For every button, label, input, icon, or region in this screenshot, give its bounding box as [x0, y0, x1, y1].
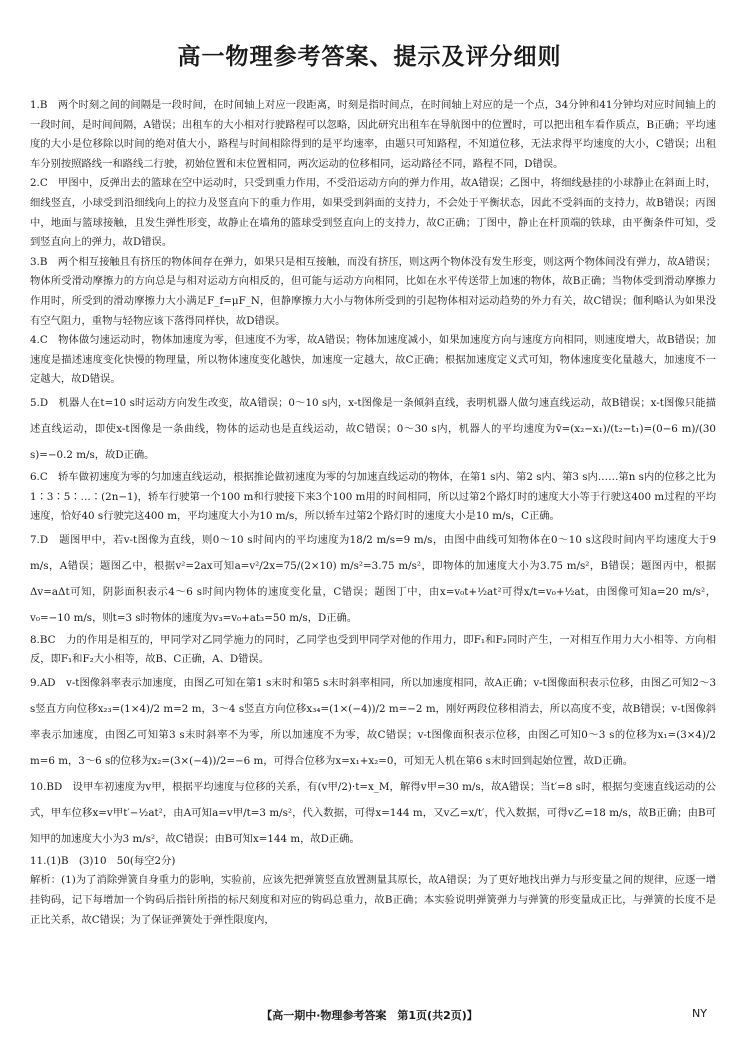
- answer-text: 6.C 轿车做初速度为零的匀加速直线运动，根据推论做初速度为零的匀加速直线运动的物体，在第1 s内、第2 s内、第3 s内……第n s内的位移之比为1∶3∶5∶…∶(2n−1)，轿车行驶第一个100 m和行驶接下来3个100 m用的时间相同，所以过第2个路灯时的速度大小等于行驶这400 m过程的平均速度，恰好40 s行驶完这400 m，平均速度大小为10 m/s，所以轿车过第2个路灯时的速度大小是10 m/s，C正确。: [30, 470, 716, 523]
- analysis-text: 解析：(1)为了消除弹簧自身重力的影响，实验前，应该先把弹簧竖直放置测量其原长，故A错误；为了更好地找出弹力与形变量之间的规律，应逐一增挂钩码，记下每增加一个钩码后指针所指的标尺刻度和对应的钩码总重力，故B正确；本实验说明弹簧弹力与弹簧的形变量成正比，与弹簧的长度不是正比关系，故C错误；为了保证弹簧处于弹性限度内，: [30, 874, 716, 926]
- answer-list: [30, 96, 716, 930]
- answer-text: 2.C 甲图中，反弹出去的篮球在空中运动时，只受到重力作用，不受沿运动方向的弹力作用，故A错误；乙图中，将细线悬挂的小球静止在斜面上时，细线竖直，小球受到沿细线向上的拉力及竖直向下的重力作用，如果受到斜面的支持力，不会处于平衡状态，因此不受斜面的支持力，故B错误；丙图中，地面与篮球接触，且发生弹性形变，故静止在墙角的篮球受到竖直向上的支持力，故C正确；丁图中，静止在杆顶端的铁球，由平衡条件可知，受到竖直向上的弹力，故D错误。: [30, 177, 716, 249]
- page-title: 高一物理参考答案、提示及评分细则: [177, 44, 562, 70]
- answer-text: 9.AD v-t图像斜率表示加速度，由图乙可知在第1 s末时和第5 s末时斜率相同，所以加速度相同，故A正确；v-t图像面积表示位移，由图乙可知2～3 s竖直方向位移x₂₃=(1×4)/2 m=2 m，3～4 s竖直方向位移x₃₄=(1×(−4))/2 m=−2 m，刚好两段位移相消去，所以高度不变，故B错误；v-t图像斜率表示加速度，由图乙可知第3 s末时斜率不为零，所以加速度不为零，故C错误；v-t图像面积表示位移，由图乙可知0～3 s的位移为x₁=(3×4)/2 m=6 m，3～6 s的位移为x₂=(3×(−4))/2=−6 m，可得合位移为x=x₁+x₂=0，可知无人机在第6 s末时回到起始位置，故D正确。: [30, 676, 716, 767]
- answer-item-6: [30, 468, 716, 527]
- answer-item-5: [30, 390, 716, 468]
- answer-text: 4.C 物体做匀速运动时，物体加速度为零，但速度不为零，故A错误；物体加速度减小，如果加速度方向与速度方向相同，则速度增大，故B错误；加速度是描述速度变化快慢的物理量，所以物体速度变化越快，加速度一定越大，故C正确；根据加速度定义式可知，物体速度变化量越大，加速度不一定越大，故D错误。: [30, 334, 716, 386]
- answer-text: 7.D 题图甲中，若v-t图像为直线，则0～10 s时间内的平均速度为18/2 m/s=9 m/s，由图中曲线可知物体在0～10 s这段时间内平均速度大于9 m/s，A错误；题图乙中，根据v²=2ax可知a=v²/2x=75/(2×10) m/s²=3.75 m/s²，即物体的加速度大小为3.75 m/s²，B错误；题图丙中，根据Δv=aΔt可知，阴影面积表示4～6 s时间内物体的速度变化量，C错误；题图丁中，由x=v₀t+½at²可得x/t=v₀+½at，由图像可知a=20 m/s²，v₀=−10 m/s，则t=3 s时物体的速度为v₃=v₀+at₃=50 m/s，D正确。: [30, 533, 716, 624]
- answer-item-3: [30, 253, 716, 331]
- answer-text: 10.BD 设甲车初速度为v甲，根据平均速度与位移的关系，有(v甲/2)·t=x_M，解得v甲=30 m/s，故A错误；当t′=8 s时，根据匀变速直线运动的公式，甲车位移x=v甲t′−½at²，由A可知a=v甲/t=3 m/s²，代入数据，可得x=144 m，又v乙=x/t′，代入数据，可得v乙=18 m/s，故B正确；由B可知甲的加速度大小为3 m/s²，故C错误；由B可知x=144 m，故D正确。: [30, 780, 716, 845]
- answer-item-4: [30, 331, 716, 390]
- answer-text: 3.B 两个相互接触且有挤压的物体间存在弹力，如果只是相互接触，而没有挤压，则这两个物体没有发生形变，则这两个物体间没有弹力，故A错误；物体所受滑动摩擦力的方向总是与相对运动方向相反的，但可能与运动方向相同，比如在水平传送带上加速的物体，故B正确；当物体受到滑动摩擦力作用时，所受到的滑动摩擦力大小满足F_f=μF_N，但静摩擦力大小与物体所受到的引起物体相对运动趋势的外力有关，故C错误；伽利略认为如果没有空气阻力，重物与轻物应该下落得同样快，故D错误。: [30, 255, 716, 327]
- answer-text: 8.BC 力的作用是相互的，甲同学对乙同学施力的同时，乙同学也受到甲同学对他的作用力，即F₁和F₂同时产生，一对相互作用力大小相等、方向相反，即F₁和F₂大小相等，故B、C正确，A、D错误。: [30, 633, 716, 666]
- answer-item-2: [30, 174, 716, 252]
- answer-item-11: [30, 852, 716, 930]
- footer-code: NY: [692, 1007, 707, 1020]
- page-footer: 【高一期中·物理参考答案 第1页(共2页)】: [261, 1009, 478, 1022]
- answer-item-10: [30, 774, 716, 852]
- answer-text: 11.(1)B (3)10 50(每空2分): [30, 854, 176, 867]
- answer-item-8: [30, 631, 716, 670]
- answer-text: 5.D 机器人在t=10 s时运动方向发生改变，故A错误；0～10 s内，x-t图像是一条倾斜直线，表明机器人做匀速直线运动，故B错误；x-t图像只能描述直线运动，即使x-t图像是一条曲线，物体的运动也是直线运动，故C错误；0～30 s内，机器人的平均速度为v̄=(x₂−x₁)/(t₂−t₁)=(0−6 m)/(30 s)=−0.2 m/s，故D正确。: [30, 396, 716, 461]
- answer-item-7: [30, 527, 716, 631]
- answer-item-9: [30, 670, 716, 774]
- answer-item-1: [30, 96, 716, 174]
- answer-text: 1.B 两个时刻之间的间隔是一段时间，在时间轴上对应一段距离，时刻是指时间点，在时间轴上对应的是一个点，34分钟和41分钟均对应时间轴上的一段时间，是时间间隔，A错误；出租车的大小相对行驶路程可以忽略，因此研究出租车在导航图中的位置时，可以把出租车看作质点，B正确；平均速度的大小是位移除以时间的绝对值大小，路程与时间相除得到的是平均速率，由题只可知路程，不知道位移，无法求得平均速度的大小，C错误；出租车分别按照路线一和路线二行驶，初始位置和末位置相同，两次运动的位移相同，运动路径不同，路程不同，D错误。: [30, 99, 716, 170]
